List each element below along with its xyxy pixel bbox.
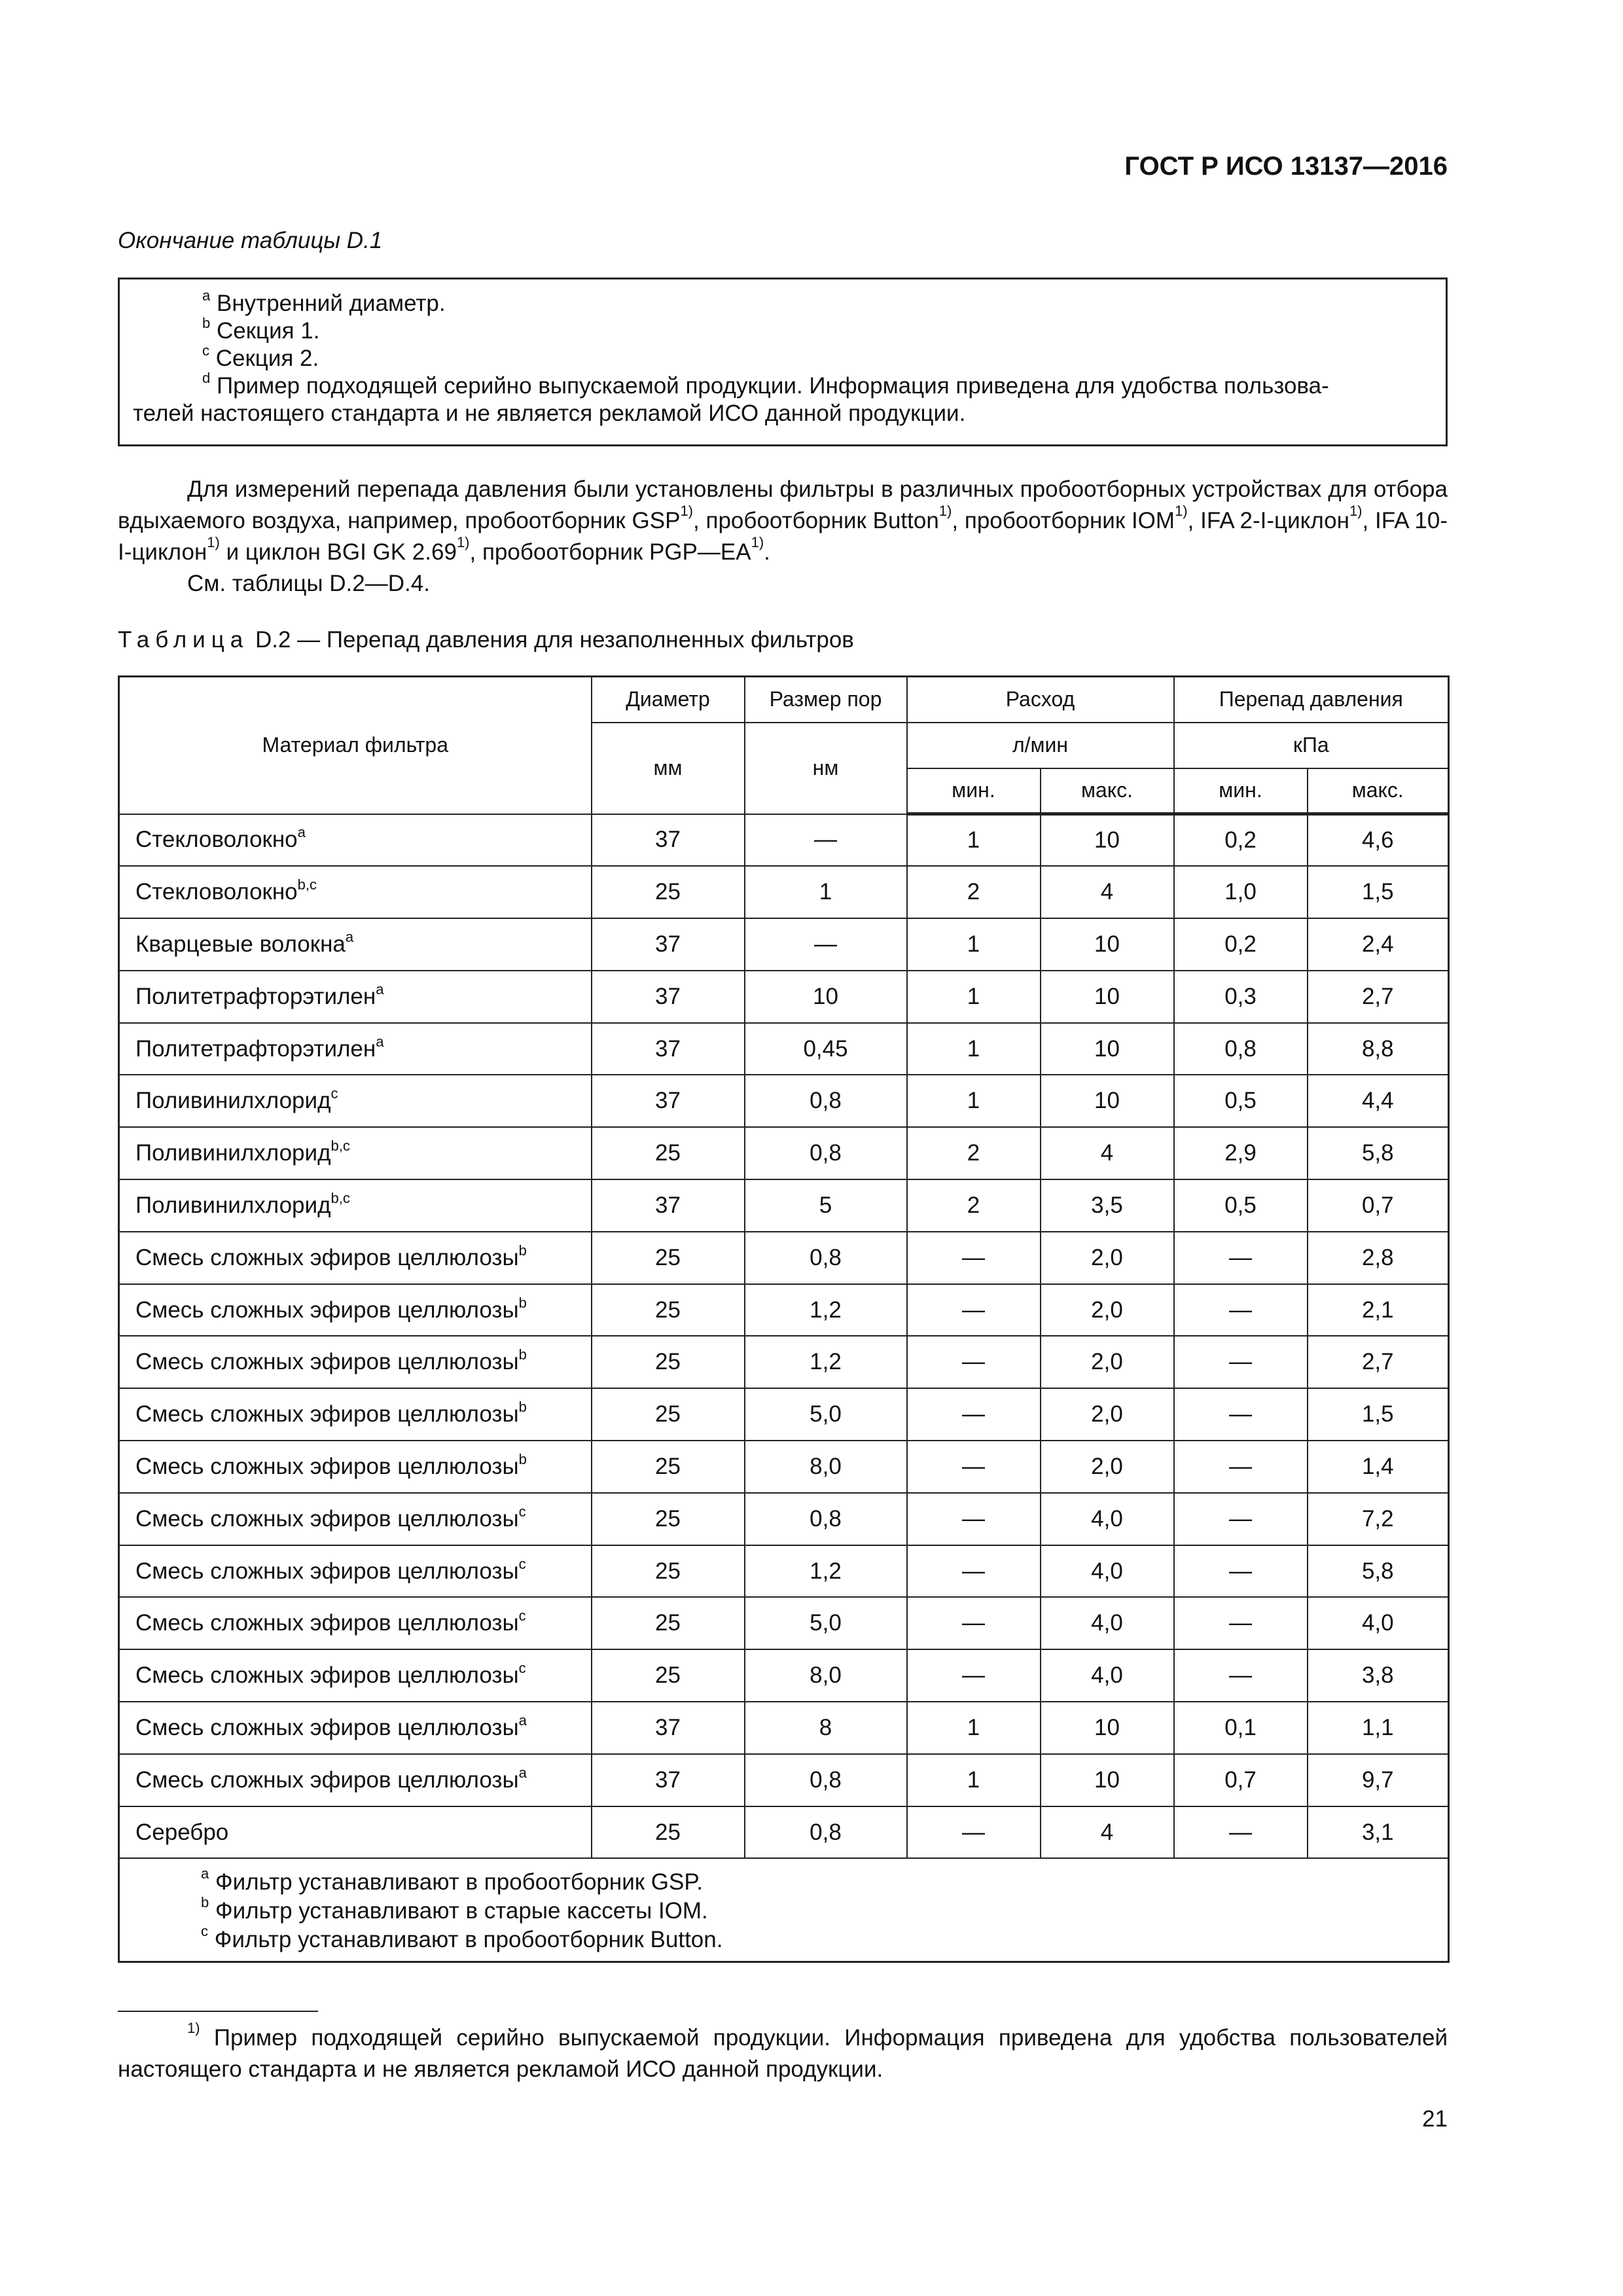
cell-fmax: 4,0 bbox=[1041, 1649, 1174, 1702]
material-note-mark: b bbox=[518, 1294, 527, 1311]
cell-pore: 8 bbox=[745, 1702, 907, 1754]
note-line bbox=[202, 287, 1433, 317]
cell-pmin: 0,2 bbox=[1174, 814, 1308, 867]
cell-diam: 37 bbox=[592, 1754, 745, 1806]
table-row bbox=[119, 1597, 1449, 1649]
note-text: Внутренний диаметр. bbox=[216, 291, 446, 316]
note-line-continued: телей настоящего стандарта и не является рекламой ИСО данной продукции. bbox=[133, 401, 966, 426]
footnote-ref: 1) bbox=[680, 503, 693, 519]
cell-material bbox=[119, 1284, 592, 1336]
cell-fmin: 1 bbox=[907, 918, 1041, 971]
material-name: Кварцевые волокна bbox=[135, 931, 346, 957]
header-unit-kpa: кПа bbox=[1174, 723, 1449, 768]
material-name: Смесь сложных эфиров целлюлозы bbox=[135, 1349, 519, 1375]
cell-fmax: 2,0 bbox=[1041, 1388, 1174, 1441]
cell-pmin: 0,5 bbox=[1174, 1075, 1308, 1127]
material-name: Смесь сложных эфиров целлюлозы bbox=[135, 1453, 519, 1479]
table-row bbox=[119, 971, 1449, 1023]
cell-pmax: 2,7 bbox=[1308, 1336, 1449, 1388]
cell-pmax: 1,5 bbox=[1308, 866, 1449, 918]
table-caption-word: Таблица bbox=[118, 627, 249, 653]
cell-pmax: 1,4 bbox=[1308, 1441, 1449, 1493]
cell-fmax: 10 bbox=[1041, 971, 1174, 1023]
cell-pmin: 2,9 bbox=[1174, 1127, 1308, 1179]
cell-pmax: 1,5 bbox=[1308, 1388, 1449, 1441]
material-note-mark: b,c bbox=[330, 1138, 350, 1155]
cell-fmax: 4,0 bbox=[1041, 1545, 1174, 1598]
material-name: Поливинилхлорид bbox=[135, 1140, 331, 1166]
cell-fmin: 1 bbox=[907, 1754, 1041, 1806]
note-mark: b bbox=[202, 315, 211, 331]
text-run: , пробоотборник Button bbox=[693, 508, 939, 533]
cell-pmax: 2,7 bbox=[1308, 971, 1449, 1023]
cell-pore: 1,2 bbox=[745, 1284, 907, 1336]
cell-pore: 8,0 bbox=[745, 1441, 907, 1493]
table-note bbox=[201, 1894, 1448, 1926]
cell-material bbox=[119, 866, 592, 918]
table-row bbox=[119, 1075, 1449, 1127]
cell-fmax: 4 bbox=[1041, 1806, 1174, 1859]
footnote-mark: 1) bbox=[187, 2020, 200, 2036]
material-name: Поливинилхлорид bbox=[135, 1088, 331, 1114]
footnote-body: Пример подходящей серийно выпускаемой продукции. Информация приведена для удобства пользователей настоящего стандарта и не является рекламой ИСО данной продукции. bbox=[118, 2025, 1448, 2082]
cell-fmax: 2,0 bbox=[1041, 1336, 1174, 1388]
table-row bbox=[119, 1493, 1449, 1545]
material-note-mark: b bbox=[518, 1346, 527, 1363]
cell-material bbox=[119, 1441, 592, 1493]
cell-fmin: 1 bbox=[907, 814, 1041, 867]
cell-pmin: 0,8 bbox=[1174, 1023, 1308, 1075]
material-name: Смесь сложных эфиров целлюлозы bbox=[135, 1610, 519, 1636]
page-number: 21 bbox=[1422, 2106, 1448, 2132]
cell-diam: 25 bbox=[592, 1127, 745, 1179]
cell-pmin: — bbox=[1174, 1232, 1308, 1284]
cell-material bbox=[119, 1702, 592, 1754]
cell-fmin: 1 bbox=[907, 1023, 1041, 1075]
cell-material bbox=[119, 1493, 592, 1545]
header-unit-nm: нм bbox=[745, 723, 907, 814]
cell-diam: 25 bbox=[592, 1597, 745, 1649]
cell-pore: 0,8 bbox=[745, 1493, 907, 1545]
material-name: Серебро bbox=[135, 1819, 229, 1845]
material-name: Смесь сложных эфиров целлюлозы bbox=[135, 1297, 519, 1323]
table-row bbox=[119, 1023, 1449, 1075]
footnote-ref: 1) bbox=[207, 534, 220, 550]
material-note-mark: c bbox=[518, 1503, 526, 1520]
material-name: Смесь сложных эфиров целлюлозы bbox=[135, 1401, 519, 1427]
note-text: Секция 2. bbox=[215, 346, 319, 371]
cell-pmin: 0,1 bbox=[1174, 1702, 1308, 1754]
material-note-mark: c bbox=[518, 1555, 526, 1572]
material-note-mark: c bbox=[518, 1660, 526, 1677]
material-name: Политетрафторэтилен bbox=[135, 1035, 376, 1062]
table-row bbox=[119, 1754, 1449, 1806]
header-pressure-drop: Перепад давления bbox=[1174, 677, 1449, 723]
cell-pmax: 3,1 bbox=[1308, 1806, 1449, 1859]
cell-pmax: 3,8 bbox=[1308, 1649, 1449, 1702]
note-line bbox=[202, 342, 1433, 372]
header-unit-mm: мм bbox=[592, 723, 745, 814]
table-row bbox=[119, 1649, 1449, 1702]
cell-material bbox=[119, 1754, 592, 1806]
cell-fmin: — bbox=[907, 1597, 1041, 1649]
cell-diam: 37 bbox=[592, 1702, 745, 1754]
cell-diam: 25 bbox=[592, 1493, 745, 1545]
header-flow-max: макс. bbox=[1041, 768, 1174, 814]
material-name: Смесь сложных эфиров целлюлозы bbox=[135, 1662, 519, 1689]
footnote-ref: 1) bbox=[938, 503, 952, 519]
note-text: Пример подходящей серийно выпускаемой продукции. Информация приведена для удобства пользова- bbox=[216, 373, 1329, 399]
cell-pmax: 5,8 bbox=[1308, 1545, 1449, 1598]
cell-pore: 0,45 bbox=[745, 1023, 907, 1075]
material-name: Смесь сложных эфиров целлюлозы bbox=[135, 1767, 519, 1793]
text-run: , пробоотборник PGP—EA bbox=[469, 539, 751, 565]
cell-fmin: 2 bbox=[907, 866, 1041, 918]
cell-pmax: 5,8 bbox=[1308, 1127, 1449, 1179]
cell-fmin: 1 bbox=[907, 1075, 1041, 1127]
note-mark: d bbox=[202, 370, 211, 386]
header-material: Материал фильтра bbox=[119, 677, 592, 814]
cell-fmax: 3,5 bbox=[1041, 1179, 1174, 1232]
text-run: , IFA 2-I-циклон bbox=[1187, 508, 1349, 533]
cell-pmax: 1,1 bbox=[1308, 1702, 1449, 1754]
cell-pmin: — bbox=[1174, 1597, 1308, 1649]
material-note-mark: a bbox=[518, 1764, 527, 1781]
cell-fmin: — bbox=[907, 1493, 1041, 1545]
note-text: Фильтр устанавливают в пробоотборник GSP. bbox=[215, 1869, 703, 1895]
material-note-mark: b,c bbox=[330, 1189, 350, 1206]
header-flow: Расход bbox=[907, 677, 1174, 723]
cell-pmin: — bbox=[1174, 1806, 1308, 1859]
header-diameter: Диаметр bbox=[592, 677, 745, 723]
material-note-mark: b bbox=[518, 1399, 527, 1416]
cell-material bbox=[119, 918, 592, 971]
table-caption bbox=[118, 627, 854, 653]
cell-fmin: — bbox=[907, 1388, 1041, 1441]
material-name: Смесь сложных эфиров целлюлозы bbox=[135, 1714, 519, 1740]
cell-pore: 0,8 bbox=[745, 1754, 907, 1806]
cell-pore: 0,8 bbox=[745, 1075, 907, 1127]
cell-material bbox=[119, 971, 592, 1023]
material-note-mark: b bbox=[518, 1242, 527, 1259]
cell-material bbox=[119, 1597, 592, 1649]
cell-material bbox=[119, 1179, 592, 1232]
material-note-mark: a bbox=[297, 824, 306, 841]
cell-pore: — bbox=[745, 918, 907, 971]
cell-fmax: 4,0 bbox=[1041, 1597, 1174, 1649]
material-note-mark: a bbox=[345, 928, 354, 945]
header-unit-flow: л/мин bbox=[907, 723, 1174, 768]
footnote-ref: 1) bbox=[1349, 503, 1363, 519]
header-flow-min: мин. bbox=[907, 768, 1041, 814]
cell-fmax: 4 bbox=[1041, 866, 1174, 918]
cell-fmin: — bbox=[907, 1232, 1041, 1284]
cell-fmax: 10 bbox=[1041, 814, 1174, 867]
cell-diam: 25 bbox=[592, 866, 745, 918]
cell-fmin: 1 bbox=[907, 971, 1041, 1023]
cell-material bbox=[119, 1023, 592, 1075]
cell-pore: 8,0 bbox=[745, 1649, 907, 1702]
table-row bbox=[119, 1284, 1449, 1336]
footnote-ref: 1) bbox=[456, 534, 470, 550]
cell-pmin: 0,7 bbox=[1174, 1754, 1308, 1806]
cell-pmax: 0,7 bbox=[1308, 1179, 1449, 1232]
footnote-text bbox=[118, 2022, 1448, 2085]
note-mark: b bbox=[201, 1894, 209, 1911]
cell-fmin: — bbox=[907, 1336, 1041, 1388]
cell-diam: 25 bbox=[592, 1545, 745, 1598]
pressure-drop-table bbox=[118, 675, 1450, 1963]
cell-diam: 25 bbox=[592, 1232, 745, 1284]
table-row bbox=[119, 1388, 1449, 1441]
cell-fmin: — bbox=[907, 1545, 1041, 1598]
cell-material bbox=[119, 1806, 592, 1859]
cell-pore: 5,0 bbox=[745, 1597, 907, 1649]
table-row bbox=[119, 1232, 1449, 1284]
cell-fmin: — bbox=[907, 1806, 1041, 1859]
text-run: Для измерений перепада давления были установлены фильтры в различных пробоотборных устройствах для отбора вдыхаемого воздуха, например, пробоотборник GSP bbox=[118, 476, 1448, 533]
cell-pmin: — bbox=[1174, 1336, 1308, 1388]
cell-diam: 25 bbox=[592, 1388, 745, 1441]
material-note-mark: b,c bbox=[297, 876, 317, 893]
cell-fmin: — bbox=[907, 1284, 1041, 1336]
cell-diam: 37 bbox=[592, 1179, 745, 1232]
material-name: Смесь сложных эфиров целлюлозы bbox=[135, 1558, 519, 1584]
cell-material bbox=[119, 1336, 592, 1388]
cell-fmax: 10 bbox=[1041, 1023, 1174, 1075]
cell-fmin: 2 bbox=[907, 1127, 1041, 1179]
previous-table-notes bbox=[118, 278, 1448, 446]
note-mark: a bbox=[202, 287, 211, 304]
cell-diam: 37 bbox=[592, 1075, 745, 1127]
cell-pmin: 0,3 bbox=[1174, 971, 1308, 1023]
table-row bbox=[119, 1127, 1449, 1179]
note-text: Фильтр устанавливают в старые кассеты IOM. bbox=[215, 1898, 708, 1924]
table-body bbox=[119, 814, 1449, 1859]
cell-fmax: 10 bbox=[1041, 1075, 1174, 1127]
cell-diam: 25 bbox=[592, 1336, 745, 1388]
cell-material bbox=[119, 814, 592, 867]
cell-pmin: — bbox=[1174, 1441, 1308, 1493]
material-note-mark: c bbox=[330, 1085, 338, 1102]
cell-fmin: — bbox=[907, 1649, 1041, 1702]
cell-fmax: 4 bbox=[1041, 1127, 1174, 1179]
cell-pmax: 8,8 bbox=[1308, 1023, 1449, 1075]
cell-pore: 0,8 bbox=[745, 1232, 907, 1284]
paragraph-text bbox=[118, 474, 1448, 568]
cell-pore: 0,8 bbox=[745, 1806, 907, 1859]
paragraph-see-tables: См. таблицы D.2—D.4. bbox=[187, 571, 430, 596]
cell-pmin: — bbox=[1174, 1388, 1308, 1441]
cell-diam: 25 bbox=[592, 1806, 745, 1859]
footnote-separator bbox=[118, 2011, 318, 2012]
cell-pmax: 2,4 bbox=[1308, 918, 1449, 971]
table-caption-title: D.2 — Перепад давления для незаполненных фильтров bbox=[249, 627, 854, 653]
cell-pmax: 7,2 bbox=[1308, 1493, 1449, 1545]
cell-pore: 5,0 bbox=[745, 1388, 907, 1441]
cell-pore: 5 bbox=[745, 1179, 907, 1232]
cell-material bbox=[119, 1545, 592, 1598]
cell-pmax: 4,0 bbox=[1308, 1597, 1449, 1649]
table-row bbox=[119, 918, 1449, 971]
cell-pore: 10 bbox=[745, 971, 907, 1023]
note-mark: c bbox=[202, 342, 209, 359]
header-pressure-min: мин. bbox=[1174, 768, 1308, 814]
cell-pmin: 0,5 bbox=[1174, 1179, 1308, 1232]
header-pressure-max: макс. bbox=[1308, 768, 1449, 814]
cell-fmax: 10 bbox=[1041, 1754, 1174, 1806]
cell-fmin: 1 bbox=[907, 1702, 1041, 1754]
cell-diam: 37 bbox=[592, 1023, 745, 1075]
material-name: Смесь сложных эфиров целлюлозы bbox=[135, 1505, 519, 1532]
material-note-mark: a bbox=[376, 980, 384, 997]
cell-fmin: — bbox=[907, 1441, 1041, 1493]
note-line bbox=[202, 372, 1433, 400]
table-row bbox=[119, 1545, 1449, 1598]
table-note bbox=[201, 1865, 1448, 1897]
cell-pore: 1,2 bbox=[745, 1336, 907, 1388]
document-header: ГОСТ Р ИСО 13137—2016 bbox=[1124, 152, 1448, 181]
cell-material bbox=[119, 1075, 592, 1127]
material-note-mark: a bbox=[376, 1033, 384, 1050]
material-note-mark: a bbox=[518, 1712, 527, 1729]
material-name: Поливинилхлорид bbox=[135, 1192, 331, 1218]
body-paragraph bbox=[118, 474, 1448, 600]
note-mark: c bbox=[201, 1923, 208, 1940]
cell-pmin: — bbox=[1174, 1493, 1308, 1545]
table-row bbox=[119, 1441, 1449, 1493]
cell-material bbox=[119, 1388, 592, 1441]
cell-material bbox=[119, 1127, 592, 1179]
material-name: Стекловолокно bbox=[135, 879, 298, 905]
footnote-ref: 1) bbox=[751, 534, 764, 550]
table-continuation-caption: Окончание таблицы D.1 bbox=[118, 228, 383, 253]
cell-pore: 0,8 bbox=[745, 1127, 907, 1179]
cell-pmax: 9,7 bbox=[1308, 1754, 1449, 1806]
text-run: , пробоотборник IOM bbox=[952, 508, 1175, 533]
material-name: Смесь сложных эфиров целлюлозы bbox=[135, 1244, 519, 1270]
table-row bbox=[119, 814, 1449, 867]
cell-material bbox=[119, 1649, 592, 1702]
cell-pore: 1,2 bbox=[745, 1545, 907, 1598]
cell-fmin: 2 bbox=[907, 1179, 1041, 1232]
cell-diam: 37 bbox=[592, 918, 745, 971]
cell-diam: 25 bbox=[592, 1649, 745, 1702]
cell-pmax: 2,1 bbox=[1308, 1284, 1449, 1336]
material-note-mark: b bbox=[518, 1450, 527, 1467]
note-text: Секция 1. bbox=[216, 318, 320, 344]
note-mark: a bbox=[201, 1865, 209, 1882]
cell-pmax: 4,6 bbox=[1308, 814, 1449, 867]
cell-material bbox=[119, 1232, 592, 1284]
table-notes bbox=[119, 1858, 1449, 1962]
table-row bbox=[119, 1702, 1449, 1754]
table-row bbox=[119, 1806, 1449, 1859]
cell-fmax: 10 bbox=[1041, 1702, 1174, 1754]
footnote-ref: 1) bbox=[1175, 503, 1188, 519]
cell-pmin: — bbox=[1174, 1649, 1308, 1702]
cell-pmin: 1,0 bbox=[1174, 866, 1308, 918]
material-name: Стекловолокно bbox=[135, 827, 298, 853]
cell-fmax: 2,0 bbox=[1041, 1441, 1174, 1493]
cell-fmax: 2,0 bbox=[1041, 1232, 1174, 1284]
cell-fmax: 4,0 bbox=[1041, 1493, 1174, 1545]
cell-pmin: — bbox=[1174, 1284, 1308, 1336]
table-row bbox=[119, 1336, 1449, 1388]
text-run: . bbox=[764, 539, 770, 565]
text-run: , IFA 10-I-циклон bbox=[118, 508, 1448, 565]
note-text: Фильтр устанавливают в пробоотборник Button. bbox=[214, 1927, 723, 1953]
cell-pmin: 0,2 bbox=[1174, 918, 1308, 971]
material-note-mark: c bbox=[518, 1607, 526, 1624]
material-name: Политетрафторэтилен bbox=[135, 983, 376, 1009]
note-line bbox=[202, 317, 1433, 345]
cell-pmax: 4,4 bbox=[1308, 1075, 1449, 1127]
header-pore-size: Размер пор bbox=[745, 677, 907, 723]
table-row bbox=[119, 866, 1449, 918]
table-note bbox=[201, 1923, 1448, 1954]
cell-pore: — bbox=[745, 814, 907, 867]
cell-pore: 1 bbox=[745, 866, 907, 918]
cell-diam: 37 bbox=[592, 814, 745, 867]
cell-fmax: 2,0 bbox=[1041, 1284, 1174, 1336]
cell-fmax: 10 bbox=[1041, 918, 1174, 971]
cell-diam: 37 bbox=[592, 971, 745, 1023]
cell-diam: 25 bbox=[592, 1284, 745, 1336]
cell-pmax: 2,8 bbox=[1308, 1232, 1449, 1284]
cell-pmin: — bbox=[1174, 1545, 1308, 1598]
text-run: и циклон BGI GK 2.69 bbox=[219, 539, 457, 565]
table-row bbox=[119, 1179, 1449, 1232]
page-footnote bbox=[118, 2022, 1448, 2085]
cell-diam: 25 bbox=[592, 1441, 745, 1493]
